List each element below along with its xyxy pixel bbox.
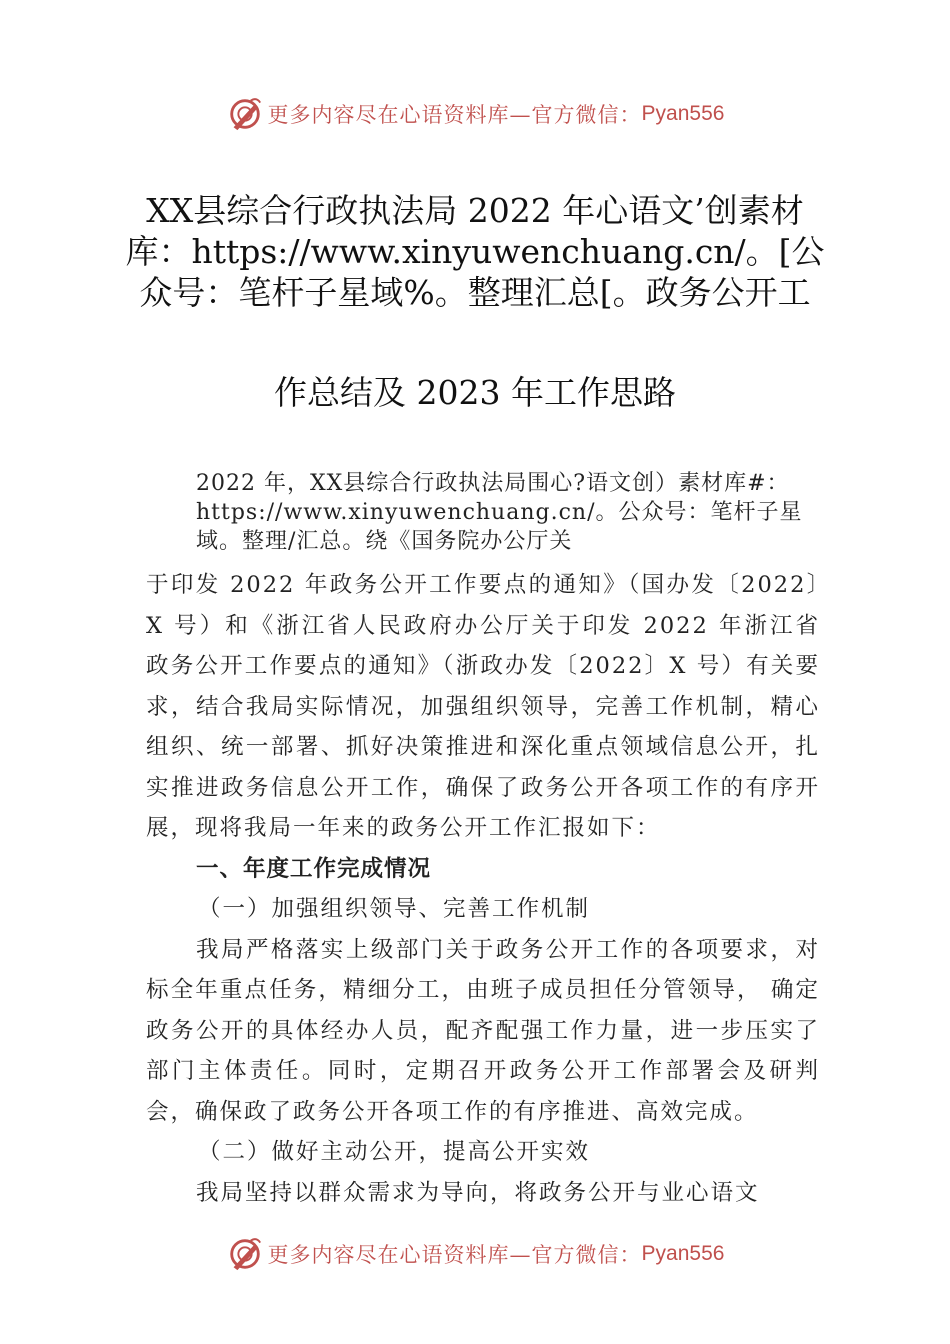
heading-organization: （一）加强组织领导、完善工作机制	[198, 896, 591, 922]
document-title: XX县综合行政执法局 2022 年心语文’创素材库：https://www.xinyuwenchuang.cn/。[公众号：笔杆子星域%。整理汇总[。政务公开工	[125, 191, 825, 312]
paragraph-1: 于印发 2022 年政务公开工作要点的通知》（国办发〔2022〕X 号）和《浙江省人民政府办公厅关于印发 2022 年浙江省政务公开工作要点的通知》（浙政办发〔2022〕X 号）有关要求，结合我局实际情况，加强组织领导，完善工作机制，精心组织、统一部署、抓好决策推进和深化重点领域信息公开，扎实推进政务信息公开工作，确保了政务公开各项工作的有序开展，现将我局一年来的政务公开工作汇报如下：	[146, 572, 820, 841]
header-wechat-id: Pyan556	[641, 102, 725, 125]
heading-annual-work: 一、年度工作完成情况	[196, 855, 432, 882]
pen-seal-logo-icon	[226, 1235, 264, 1273]
paragraph-3: 我局坚持以群众需求为导向，将政务公开与业心语文	[196, 1179, 760, 1206]
header-banner-text: 更多内容尽在心语资料库—官方微信：	[267, 103, 642, 127]
paragraph-2: 我局严格落实上级部门关于政务公开工作的各项要求，对标全年重点任务，精细分工，由班子成员担任分管领导， 确定政务公开的具体经办人员，配齐配强工作力量，进一步压实了部门主体责任。同时，定期召开政务公开工作部署会及研判会，确保政了政务公开各项工作的有序推进、高效完成。	[146, 936, 820, 1125]
footer-wechat-id: Pyan556	[641, 1242, 725, 1265]
document-subtitle: 作总结及 2023 年工作思路	[274, 373, 676, 412]
pen-seal-logo-icon	[226, 95, 264, 133]
footer-banner	[0, 1232, 950, 1276]
intro-paragraph: 2022 年，XX县综合行政执法局围心?语文创）素材库#：https://www.xinyuwenchuang.cn/。公众号：笔杆子星域。整理/汇总。绕《国务院办公厅关	[196, 471, 803, 554]
heading-proactive-disclosure: （二）做好主动公开，提高公开实效	[198, 1139, 591, 1165]
footer-banner-text: 更多内容尽在心语资料库—官方微信：	[267, 1243, 642, 1267]
document-body	[146, 565, 820, 1213]
header-banner	[0, 92, 950, 136]
